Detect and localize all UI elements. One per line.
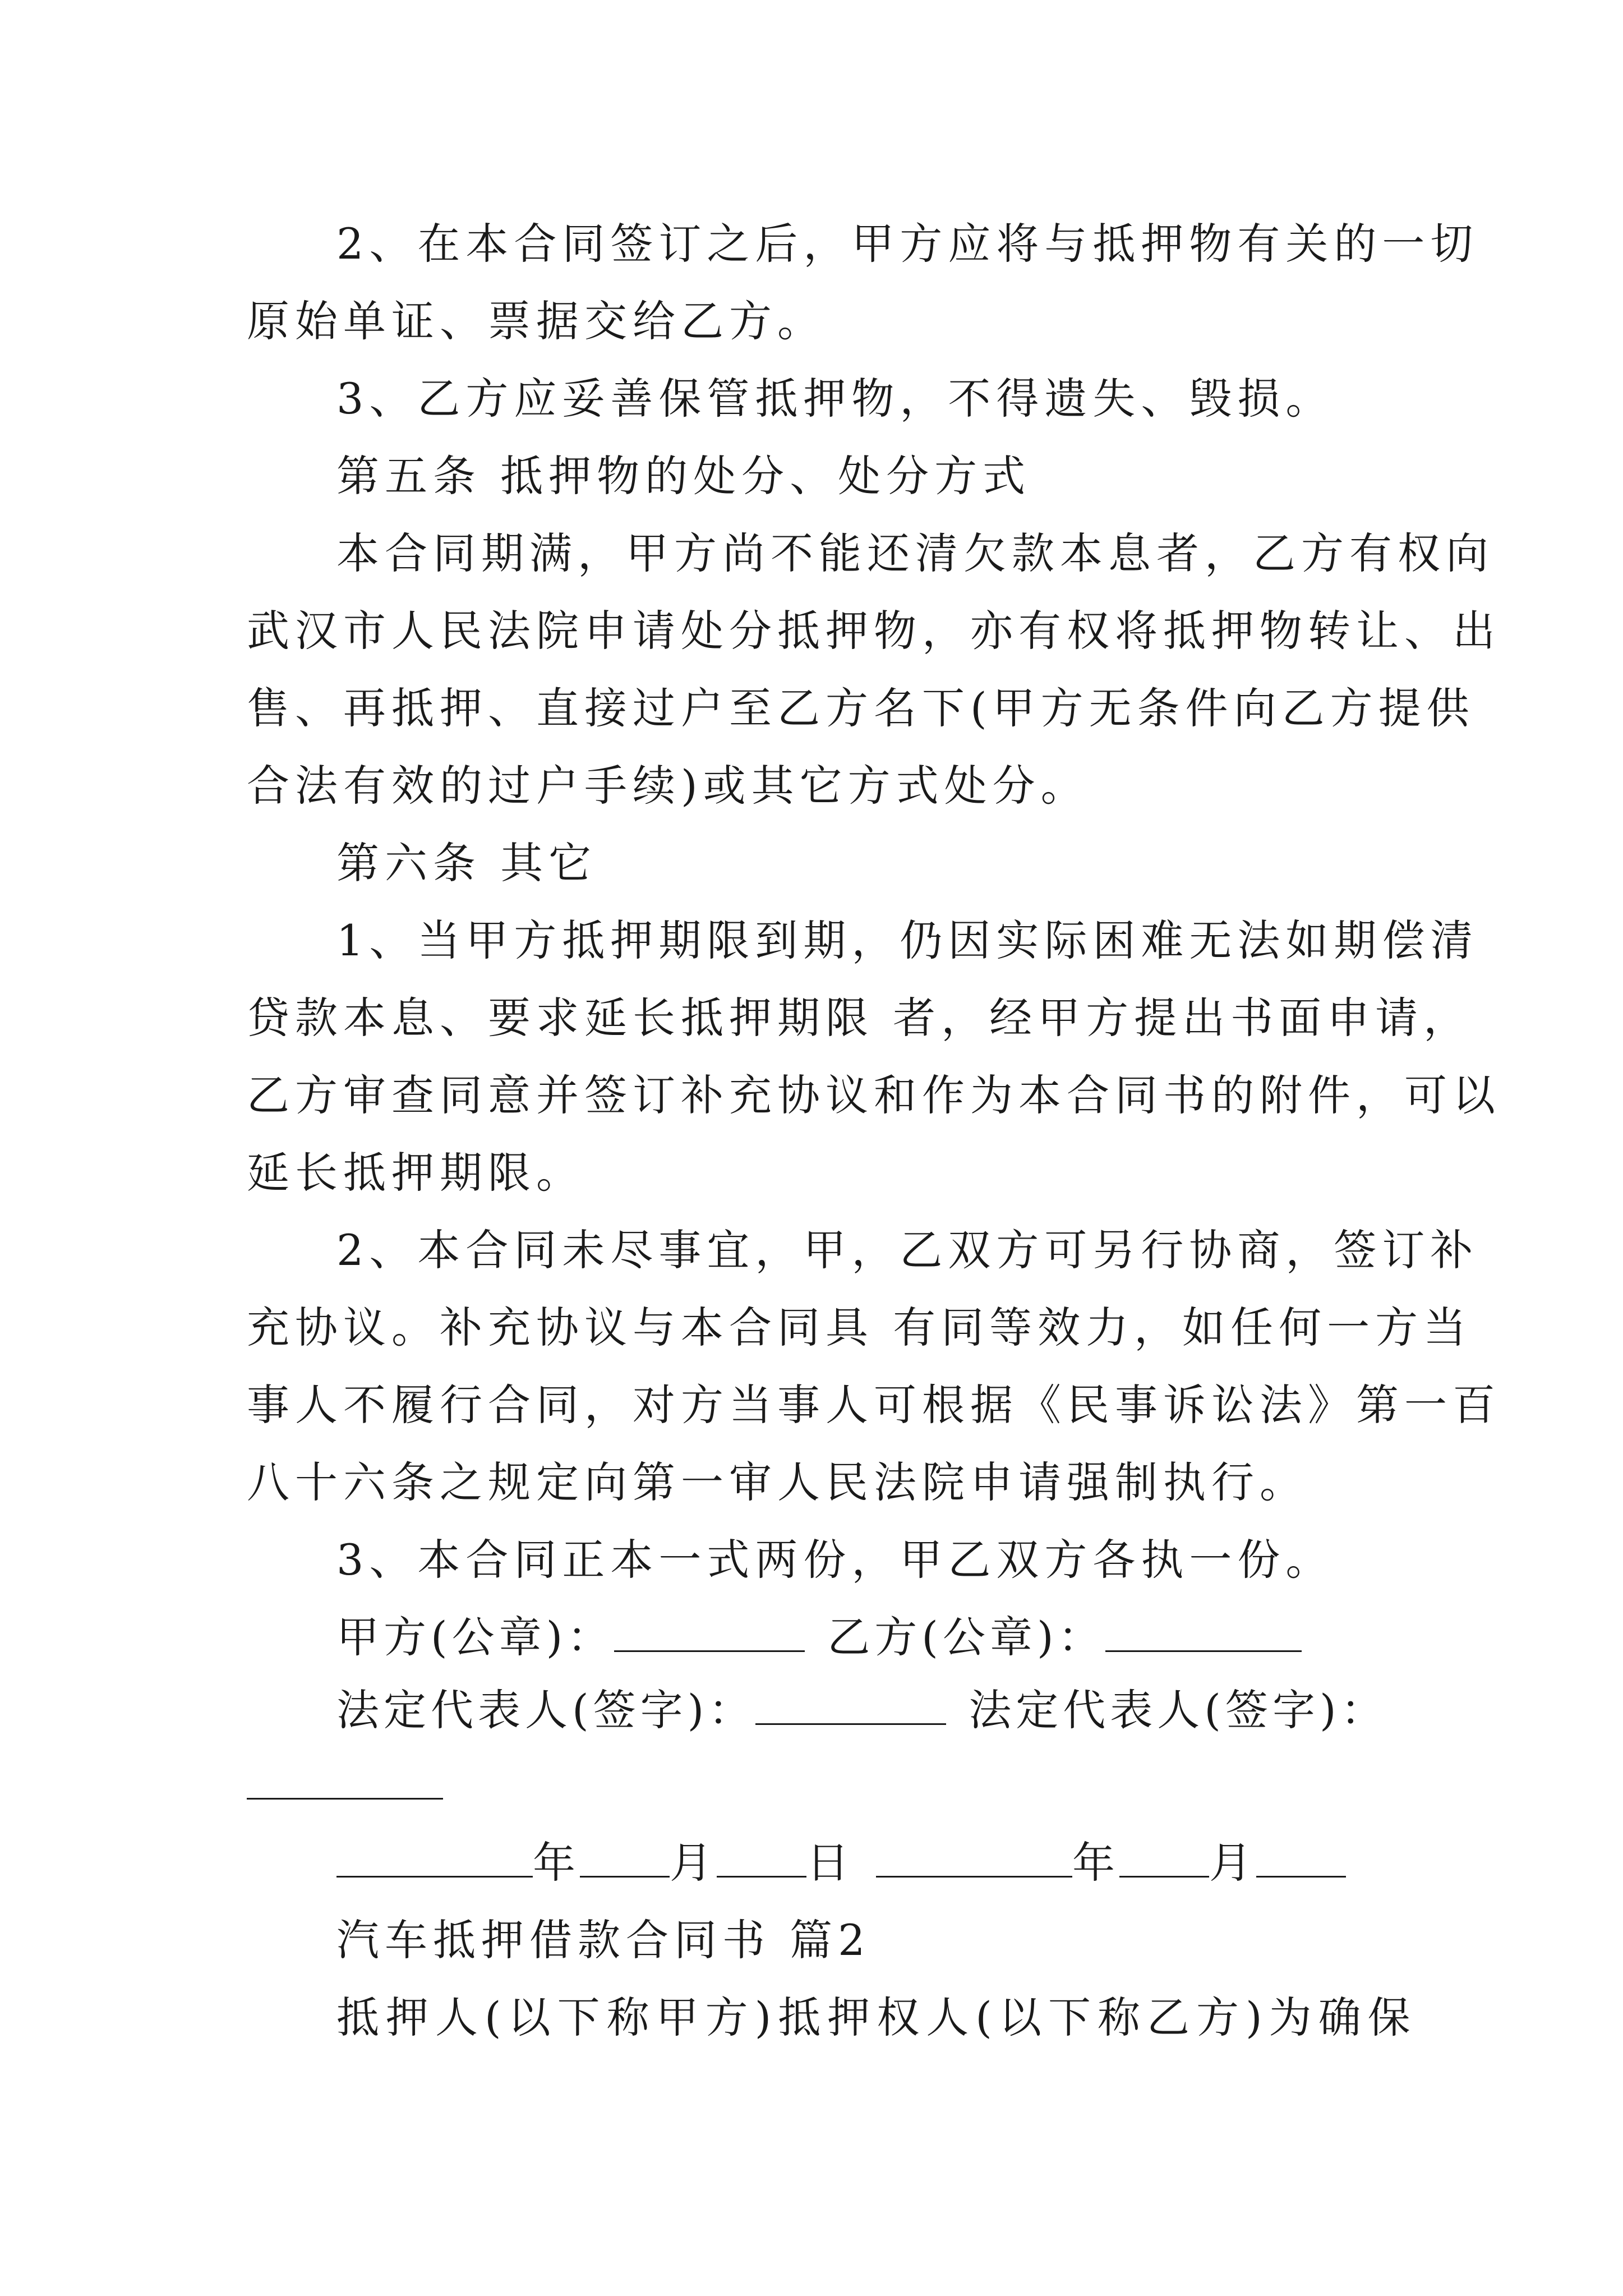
signature-row-representatives [336, 1682, 1388, 1738]
section-title: 汽车抵押借款合同书 篇2 [336, 1915, 871, 1965]
paragraph-line: 3、乙方应妥善保管抵押物，不得遗失、毁损。 [336, 374, 1334, 424]
party-b-seal-label: 乙方(公章)： [827, 1612, 1105, 1662]
paragraph-line: 延长抵押期限。 [247, 1148, 584, 1198]
party-a-seal-blank [614, 1611, 805, 1652]
month-b-blank [1119, 1837, 1209, 1878]
paragraph-line: 抵押人(以下称甲方)抵押权人(以下称乙方)为确保 [336, 1993, 1417, 2042]
paragraph-line: 本合同期满，甲方尚不能还清欠款本息者，乙方有权向 [336, 528, 1494, 578]
paragraph-line: 售、再抵押、直接过户至乙方名下(甲方无条件向乙方提供 [247, 683, 1475, 733]
rep-b-blank [247, 1798, 443, 1800]
paragraph-line: 2、本合同未尽事宜，甲，乙双方可另行协商，签订补 [336, 1225, 1479, 1275]
signature-row-seals [336, 1609, 1302, 1665]
paragraph-line: 3、本合同正本一式两份，甲乙双方各执一份。 [336, 1535, 1334, 1585]
month-a-blank [580, 1837, 670, 1878]
section-heading: 第五条 抵押物的处分、处分方式 [336, 451, 1031, 501]
signature-row-dates [336, 1835, 1346, 1891]
rep-a-label: 法定代表人(签字)： [336, 1685, 756, 1735]
month-b-label: 月 [1209, 1838, 1256, 1888]
paragraph-line: 充协议。补充协议与本合同具 有同等效力，如任何一方当 [247, 1303, 1472, 1352]
year-b-label: 年 [1072, 1838, 1119, 1888]
paragraph-line: 八十六条之规定向第一审人民法院申请强制执行。 [247, 1457, 1308, 1507]
year-a-label: 年 [533, 1838, 580, 1888]
month-a-label: 月 [670, 1838, 717, 1888]
paragraph-line: 事人不履行合同，对方当事人可根据《民事诉讼法》第一百 [247, 1380, 1501, 1430]
paragraph-line: 合法有效的过户手续)或其它方式处分。 [247, 761, 1089, 811]
rep-a-blank [755, 1684, 946, 1725]
paragraph-line: 贷款本息、要求延长抵押期限 者，经甲方提出书面申请， [247, 993, 1472, 1043]
paragraph-line: 2、在本合同签订之后，甲方应将与抵押物有关的一切 [336, 219, 1479, 269]
paragraph-line: 原始单证、票据交给乙方。 [247, 296, 826, 346]
day-b-blank [1256, 1837, 1346, 1878]
paragraph-line: 乙方审查同意并签订补充协议和作为本合同书的附件，可以 [247, 1070, 1501, 1120]
section-heading: 第六条 其它 [336, 838, 597, 888]
year-b-blank [876, 1837, 1072, 1878]
rep-b-label: 法定代表人(签字)： [969, 1685, 1388, 1735]
day-a-label: 日 [806, 1838, 854, 1888]
paragraph-line: 1、当甲方抵押期限到期，仍因实际困难无法如期偿清 [336, 915, 1479, 965]
party-b-seal-blank [1105, 1611, 1302, 1652]
year-a-blank [336, 1837, 533, 1878]
paragraph-line: 武汉市人民法院申请处分抵押物，亦有权将抵押物转让、出 [247, 606, 1501, 656]
party-a-seal-label: 甲方(公章)： [336, 1612, 615, 1662]
day-a-blank [717, 1837, 806, 1878]
